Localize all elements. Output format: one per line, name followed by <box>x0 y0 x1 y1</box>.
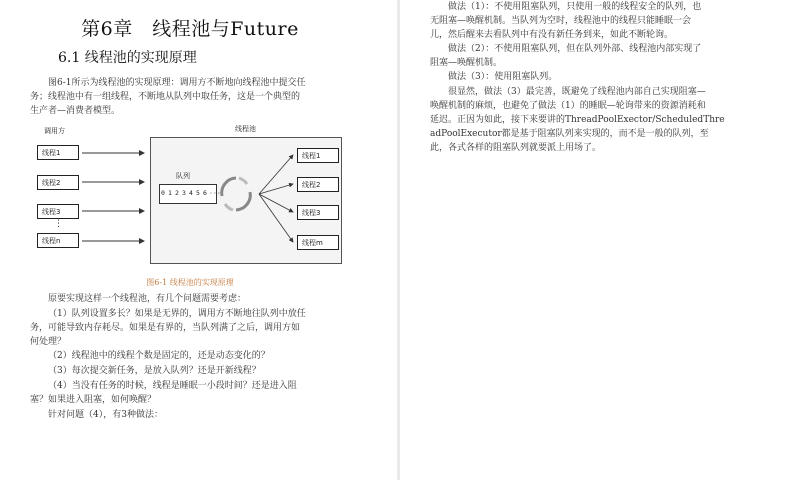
text-line: 针对问题（4），有3种做法： <box>48 410 163 420</box>
text-line: 延迟。正因为如此，接下来要讲的ThreadPoolExector/ScheduledThre <box>430 115 725 125</box>
text-line: （2）线程池中的线程个数是固定的，还是动态变化的？ <box>48 351 270 361</box>
text-line: （3）每次提交新任务，是放入队列？还是开新线程？ <box>48 366 261 376</box>
text-line: 原要实现这样一个线程池，有几个问题需要考虑： <box>48 294 247 304</box>
text-line: 儿，然后醒来去看队列中有没有新任务到来，如此不断轮询。 <box>430 30 674 40</box>
section-title: 6.1 线程池的实现原理 <box>58 50 197 66</box>
text-line: 图6-1所示为线程池的实现原理：调用方不断地向线程池中提交任 <box>48 78 306 88</box>
pool-thread-box: 线程m <box>297 235 339 250</box>
thread-pool-box <box>150 137 342 264</box>
chapter-title: 第6章 线程池与Future <box>81 18 299 40</box>
question-1 <box>30 307 360 349</box>
pool-thread-box: 线程2 <box>297 177 339 192</box>
queue-cell: 1 <box>168 189 172 197</box>
approach-intro <box>30 408 360 422</box>
caller-thread-box: 线程1 <box>37 145 79 160</box>
thread-pool-figure <box>30 120 346 270</box>
text-line: （4）当没有任务的时候，线程是睡眠一小段时间？还是进入阻 <box>48 381 297 391</box>
approach-2 <box>430 42 770 70</box>
approach-3 <box>430 70 770 84</box>
text-line: 塞？如果进入阻塞，如何唤醒？ <box>30 395 157 405</box>
figure-caption: 图6-1 线程池的实现原理 <box>146 278 234 287</box>
text-line: adPoolExecutor都是基于阻塞队列来实现的，而不是一般的队列，至 <box>430 129 709 139</box>
left-page <box>0 0 398 480</box>
question-4 <box>30 379 360 407</box>
questions-intro <box>30 292 360 306</box>
text-line: 唤醒机制的麻烦，也避免了做法（1）的睡眠—轮询带来的资源消耗和 <box>430 101 706 111</box>
question-2 <box>30 349 360 363</box>
queue-label: 队列 <box>176 172 190 180</box>
queue-cell: 5 <box>196 189 200 197</box>
ellipsis-dots: ⋮ <box>54 219 63 229</box>
queue-cell: ··· <box>209 189 221 197</box>
right-page <box>400 0 808 480</box>
caller-label: 调用方 <box>44 127 65 135</box>
caller-thread-box: 线程3 <box>37 204 79 219</box>
text-line: 很显然，做法（3）最完善，既避免了线程池内部自己实现阻塞— <box>448 87 706 97</box>
text-line: 何处理？ <box>30 337 67 347</box>
pool-thread-box: 线程1 <box>297 148 339 163</box>
text-line: 做法（1）：不使用阻塞队列，只使用一般的线程安全的队列，也 <box>448 2 702 12</box>
approach-1 <box>430 0 770 42</box>
caller-thread-box: 线程2 <box>37 175 79 190</box>
text-line: 阻塞—唤醒机制。 <box>430 58 503 68</box>
text-line: 务；线程池中有一组线程，不断地从队列中取任务，这是一个典型的 <box>30 92 301 102</box>
queue-cell: 3 <box>182 189 186 197</box>
caller-thread-box: 线程n <box>37 233 79 248</box>
text-line: 做法（3）：使用阻塞队列。 <box>448 72 558 82</box>
question-3 <box>30 364 360 378</box>
text-line: 此，各式各样的阻塞队列就要派上用场了。 <box>430 143 602 153</box>
text-line: 无阻塞—唤醒机制。当队列为空时，线程池中的线程只能睡眠一会 <box>430 16 692 26</box>
pool-thread-box: 线程3 <box>297 205 339 220</box>
queue-cell: 6 <box>203 189 207 197</box>
conclusion-paragraph <box>430 85 770 155</box>
text-line: （1）队列设置多长？如果是无界的，调用方不断地往队列中放任 <box>48 309 306 319</box>
text-line: 务，可能导致内存耗尽。如果是有界的，当队列满了之后，调用方如 <box>30 323 301 333</box>
pool-label: 线程池 <box>235 125 256 133</box>
queue-cell: 2 <box>175 189 179 197</box>
text-line: 做法（2）：不使用阻塞队列，但在队列外部、线程池内部实现了 <box>448 44 702 54</box>
intro-paragraph <box>30 76 360 118</box>
text-line: 生产者—消费者模型。 <box>30 106 121 116</box>
queue-cell: 0 <box>161 189 165 197</box>
queue-cell: 4 <box>189 189 193 197</box>
